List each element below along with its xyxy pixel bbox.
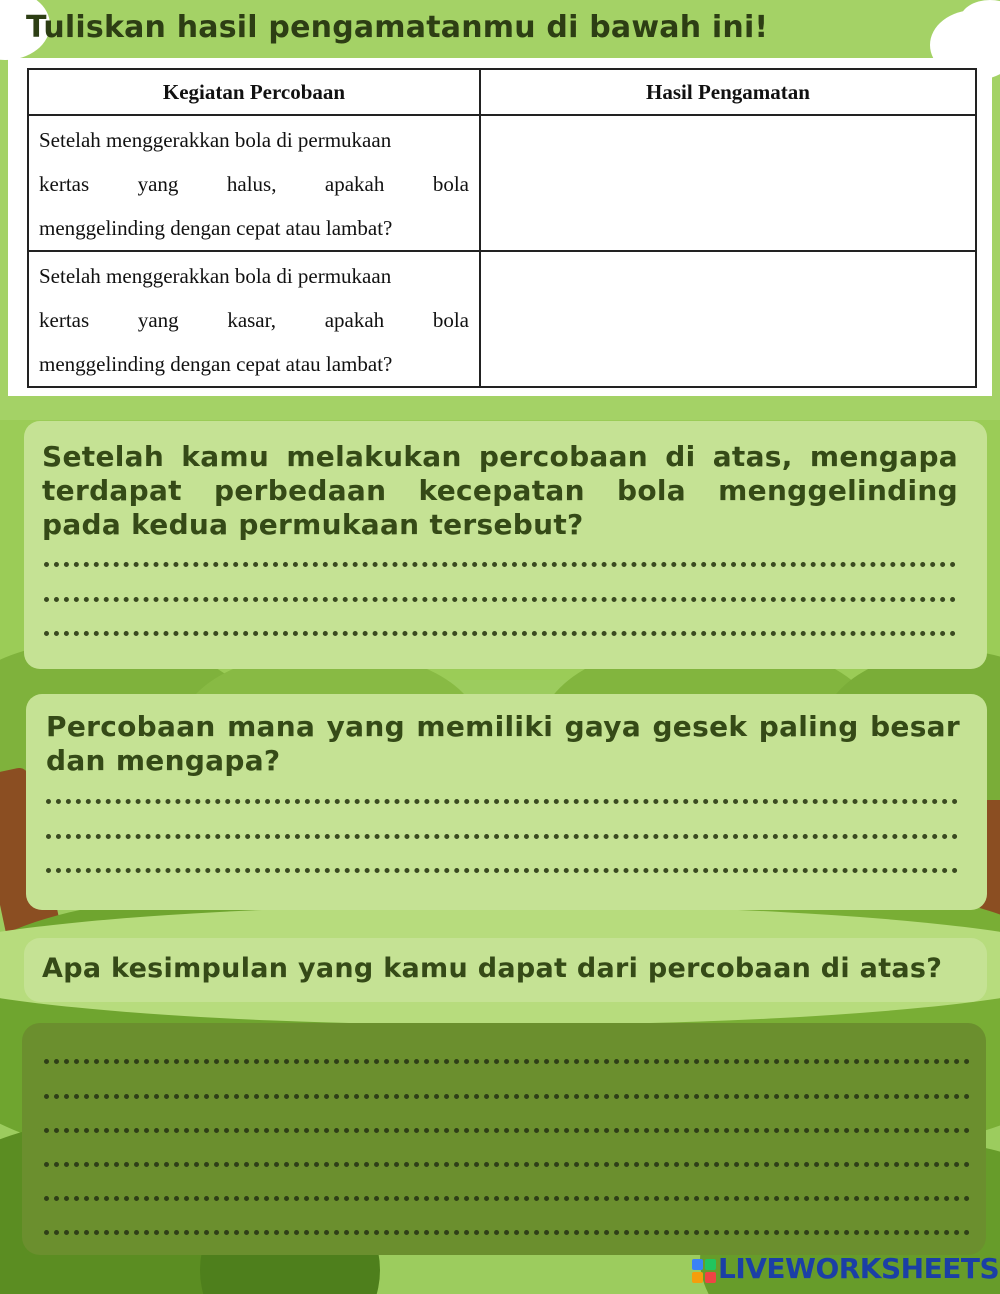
activity-cell-smooth <box>28 115 480 251</box>
answer-line-3c[interactable] <box>44 1128 970 1133</box>
answer-line-3a[interactable] <box>44 1059 970 1064</box>
activity-line: kertas yang kasar, apakah bola <box>39 308 469 332</box>
question-text-1: Setelah kamu melakukan percobaan di atas, mengapa terdapat perbedaan kecepatan bola menggelinding pada kedua permukaan tersebut? <box>42 440 958 541</box>
liveworksheets-logo-icon <box>692 1259 716 1283</box>
activity-line: kertas yang halus, apakah bola <box>39 172 469 196</box>
table-header-row <box>28 69 976 115</box>
answer-line-3f[interactable] <box>44 1230 970 1235</box>
answer-line-1a[interactable] <box>44 562 956 567</box>
header-result: Hasil Pengamatan <box>480 69 976 115</box>
activity-line: menggelinding dengan cepat atau lambat? <box>39 216 393 240</box>
answer-line-3d[interactable] <box>44 1162 970 1167</box>
brand-name: LIVEWORKSHEETS <box>718 1252 1000 1285</box>
answer-line-2a[interactable] <box>46 799 958 804</box>
activity-cell-rough <box>28 251 480 387</box>
table-row <box>28 115 976 251</box>
question-text-2: Percobaan mana yang memiliki gaya gesek paling besar dan mengapa? <box>46 710 960 777</box>
conclusion-answer-panel <box>22 1023 986 1255</box>
result-input-smooth[interactable] <box>480 115 976 251</box>
activity-line: menggelinding dengan cepat atau lambat? <box>39 352 393 376</box>
answer-line-1c[interactable] <box>44 631 956 636</box>
answer-line-2b[interactable] <box>46 834 958 839</box>
answer-line-2c[interactable] <box>46 868 958 873</box>
observation-table-panel <box>8 58 992 396</box>
activity-line: Setelah menggerakkan bola di permukaan <box>39 264 392 288</box>
question-text-3: Apa kesimpulan yang kamu dapat dari percobaan di atas? <box>42 953 943 984</box>
observation-table <box>27 68 977 388</box>
answer-line-3b[interactable] <box>44 1094 970 1099</box>
table-row <box>28 251 976 387</box>
answer-line-3e[interactable] <box>44 1196 970 1201</box>
result-input-rough[interactable] <box>480 251 976 387</box>
header-activity: Kegiatan Percobaan <box>28 69 480 115</box>
page-heading: Tuliskan hasil pengamatanmu di bawah ini! <box>26 10 769 45</box>
answer-line-1b[interactable] <box>44 597 956 602</box>
activity-line: Setelah menggerakkan bola di permukaan <box>39 128 392 152</box>
